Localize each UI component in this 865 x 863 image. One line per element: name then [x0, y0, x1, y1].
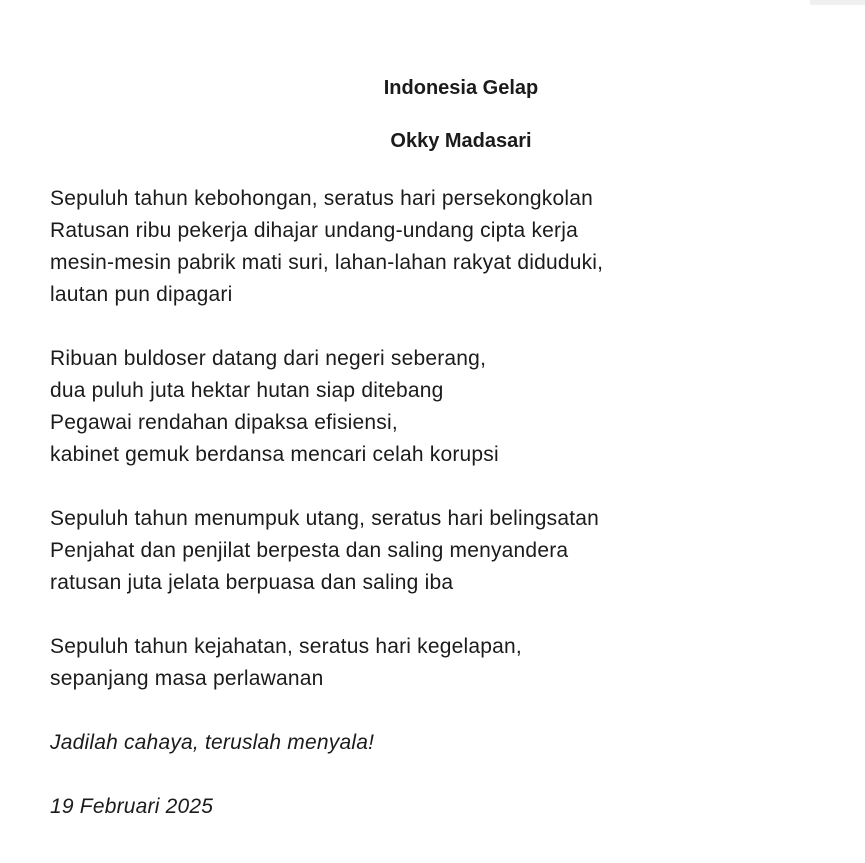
title-block [50, 72, 865, 157]
poem-line: Sepuluh tahun menumpuk utang, seratus hari belingsatan [50, 507, 599, 530]
stanza [50, 183, 865, 311]
poem-title: Indonesia Gelap [383, 77, 539, 99]
poem-line: Sepuluh tahun kejahatan, seratus hari kegelapan, [50, 635, 522, 658]
poem-line: Ratusan ribu pekerja dihajar undang-undang cipta kerja [50, 219, 578, 242]
poem-line: ratusan juta jelata berpuasa dan saling iba [50, 571, 454, 594]
stanza [50, 631, 865, 695]
poem-line: sepanjang masa perlawanan [50, 667, 324, 690]
poem-line: kabinet gemuk berdansa mencari celah korupsi [50, 443, 499, 466]
stanza [50, 343, 865, 471]
stanza [50, 503, 865, 599]
poem-line: dua puluh juta hektar hutan siap ditebang [50, 379, 444, 402]
window-edge-artifact [810, 0, 865, 5]
stanza-container [50, 183, 865, 695]
poem-author: Okky Madasari [390, 130, 532, 152]
poem-closing-line: Jadilah cahaya, teruslah menyala! [50, 731, 375, 754]
poem-line: Pegawai rendahan dipaksa efisiensi, [50, 411, 398, 434]
poem-line: Penjahat dan penjilat berpesta dan saling menyandera [50, 539, 569, 562]
poem-line: lautan pun dipagari [50, 283, 233, 306]
poem-line: Ribuan buldoser datang dari negeri seberang, [50, 347, 487, 370]
poem-line: Sepuluh tahun kebohongan, seratus hari persekongkolan [50, 187, 593, 210]
poem-date: 19 Februari 2025 [50, 795, 214, 818]
poem-body [50, 183, 865, 823]
poem-line: mesin-mesin pabrik mati suri, lahan-lahan rakyat diduduki, [50, 251, 604, 274]
